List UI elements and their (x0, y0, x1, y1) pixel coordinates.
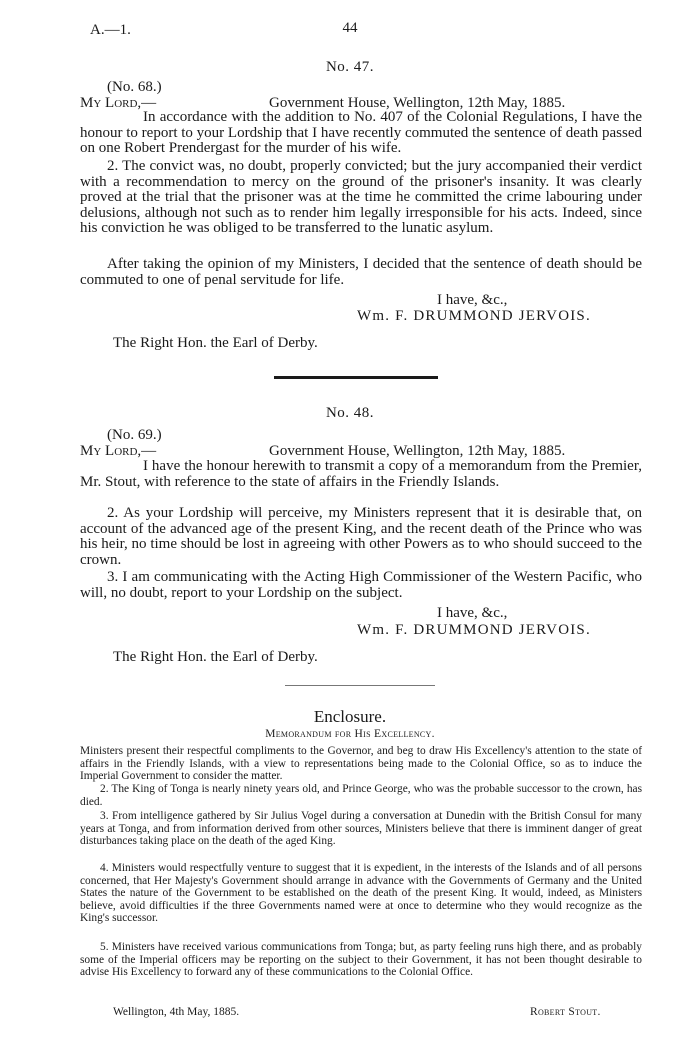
letter-paragraph: 2. The convict was, no doubt, properly convicted; but the jury accompanied their verdict with a recommendation to mercy on the ground of the prisoner's insanity. It was clearly proved at the trial that the prisoner was at the time he committed the crime labouring under delusions, although not such as to render him legally irresponsible for his acts. Indeed, since his conviction he was obliged to be transferred to the lunatic asylum. (80, 158, 642, 237)
place-date: Government House, Wellington, 12th May, 1885. (269, 95, 566, 111)
salutation: My Lord,— (80, 95, 157, 111)
place-date: Government House, Wellington, 12th May, 1885. (269, 443, 566, 459)
signature: Wm. F. DRUMMOND JERVOIS. (357, 622, 591, 638)
closing: I have, &c., (437, 605, 508, 621)
memo-paragraph: 5. Ministers have received various communications from Tonga; but, as party feeling runs high there, and as probably some of the Imperial officers may be reporting on the subject to their Government, it has not been thought desirable to advise His Excellency to forward any of these communications to the Colonial Office. (80, 941, 642, 979)
memo-paragraph: Ministers present their respectful compliments to the Governor, and beg to draw His Excellency's attention to the state of affairs in the Friendly Islands, with a view to representations being made to the Colonial Office, so as to induce the Imperial Government to consider the matter. (80, 745, 642, 783)
memo-paragraph: 3. From intelligence gathered by Sir Julius Vogel during a conversation at Dunedin with the British Consul for many years at Tonga, and from information derived from other sources, Ministers believe that there is imminent danger of great disturbances taking place on the death of the aged King. (80, 810, 642, 848)
letter-paragraph: I have the honour herewith to transmit a copy of a memorandum from the Premier, Mr. Stout, with reference to the state of affairs in the Friendly Islands. (80, 458, 642, 490)
despatch-number: (No. 69.) (107, 427, 162, 443)
signature: Wm. F. DRUMMOND JERVOIS. (357, 308, 591, 324)
letter-paragraph: 2. As your Lordship will perceive, my Ministers represent that it is desirable that, on account of the advanced age of the present King, and the recent death of the Prince who was his heir, no time should be lost in agreeing with other Powers as to who should succeed to the crown. (80, 505, 642, 568)
addressee: The Right Hon. the Earl of Derby. (113, 335, 318, 351)
memo-place-date: Wellington, 4th May, 1885. (113, 1006, 240, 1018)
document-reference: A.—1. (90, 22, 131, 38)
salutation: My Lord,— (80, 443, 157, 459)
letter-paragraph: In accordance with the addition to No. 407 of the Colonial Regulations, I have the honour to report to your Lordship that I have recently commuted the sentence of death passed on one Robert Prendergast for the murder of his wife. (80, 109, 642, 157)
enclosure-title: Enclosure. (313, 707, 387, 726)
letter-number: No. 48. (325, 405, 375, 421)
memo-paragraph: 2. The King of Tonga is nearly ninety years old, and Prince George, who was the probable successor to the crown, has died. (80, 783, 642, 808)
letter-paragraph: 3. I am communicating with the Acting High Commissioner of the Western Pacific, who will, no doubt, report to your Lordship on the subject. (80, 569, 642, 601)
letter-paragraph: After taking the opinion of my Ministers, I decided that the sentence of death should be commuted to one of penal servitude for life. (80, 256, 642, 288)
page-number: 44 (342, 20, 358, 36)
despatch-number: (No. 68.) (107, 79, 162, 95)
closing: I have, &c., (437, 292, 508, 308)
memo-signature: Robert Stout. (530, 1006, 601, 1018)
memo-paragraph: 4. Ministers would respectfully venture to suggest that it is expedient, in the interests of the Islands and of all persons concerned, that Her Majesty's Government should arrange in advance with the Governments of Germany and the United States the nature of the Government to be established on the death of the present King. It would, indeed, as Ministers believe, avoid difficulties if the three Governments named were at once to determine who they would recognize as the King's successor. (80, 862, 642, 925)
section-divider (274, 376, 438, 379)
section-divider (285, 685, 435, 686)
memo-title: Memorandum for His Excellency. (265, 728, 435, 740)
letter-number: No. 47. (325, 59, 375, 75)
addressee: The Right Hon. the Earl of Derby. (113, 649, 318, 665)
